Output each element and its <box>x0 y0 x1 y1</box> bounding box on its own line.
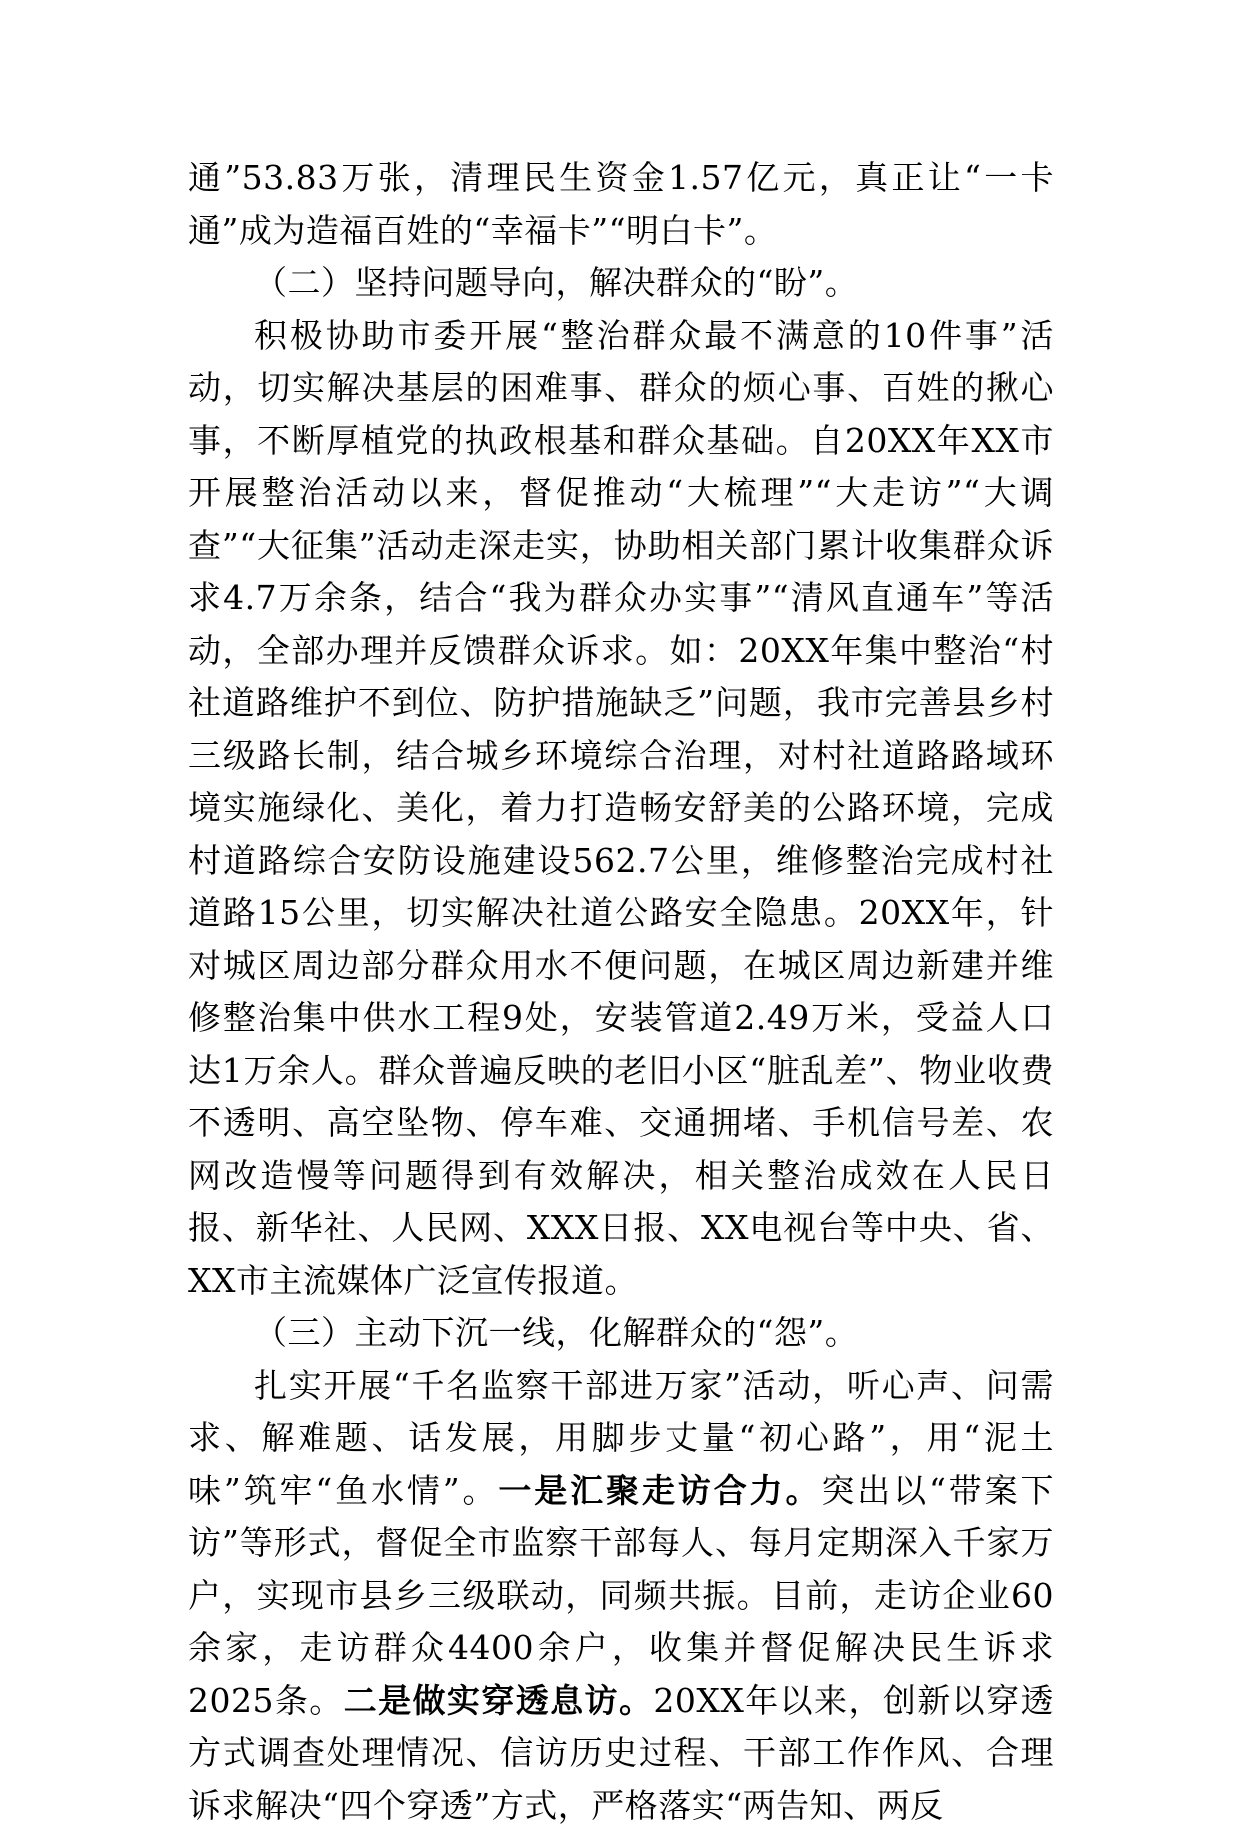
paragraph-text: 20XX年以来，创新以穿透方式调查处理情况、信访历史过程、干部工作作风、合理诉求解决“四个穿透”方式，严格落实“两告知、两反 <box>188 1681 1054 1825</box>
heading-text: （三）主动下沉一线，化解群众的“怨”。 <box>254 1313 858 1352</box>
section-heading-2 <box>188 257 1054 310</box>
paragraph-text: 突出以“带案下访”等形式，督促全市监察干部每人、每月定期深入千家万户，实现市县乡三级联动，同频共振。目前，走访企业60余家，走访群众4400余户，收集并督促解决民生诉求2025条。 <box>188 1471 1054 1720</box>
paragraph-body-1 <box>188 310 1054 1308</box>
bold-point-1: 一是汇聚走访合力。 <box>498 1471 821 1510</box>
bold-point-2: 二是做实穿透息访。 <box>344 1681 654 1720</box>
section-heading-3 <box>188 1307 1054 1360</box>
document-page <box>188 152 1054 1832</box>
paragraph-body-2 <box>188 1360 1054 1832</box>
paragraph-text: 积极协助市委开展“整治群众最不满意的10件事”活动，切实解决基层的困难事、群众的烦心事、百姓的揪心事，不断厚植党的执政根基和群众基础。自20XX年XX市开展整治活动以来，督促推动“大梳理”“大走访”“大调查”“大征集”活动走深走实，协助相关部门累计收集群众诉求4.7万余条，结合“我为群众办实事”“清风直通车”等活动，全部办理并反馈群众诉求。如：20XX年集中整治“村社道路维护不到位、防护措施缺乏”问题，我市完善县乡村三级路长制，结合城乡环境综合治理，对村社道路路域环境实施绿化、美化，着力打造畅安舒美的公路环境，完成村道路综合安防设施建设562.7公里，维修整治完成村社道路15公里，切实解决社道公路安全隐患。20XX年，针对城区周边部分群众用水不便问题，在城区周边新建并维修整治集中供水工程9处，安装管道2.49万米，受益人口达1万余人。群众普遍反映的老旧小区“脏乱差”、物业收费不透明、高空坠物、停车难、交通拥堵、手机信号差、农网改造慢等问题得到有效解决，相关整治成效在人民日报、新华社、人民网、XXX日报、XX电视台等中央、省、XX市主流媒体广泛宣传报道。 <box>188 316 1054 1300</box>
paragraph-text: 通”53.83万张，清理民生资金1.57亿元，真正让“一卡通”成为造福百姓的“幸福卡”“明白卡”。 <box>188 158 1054 250</box>
paragraph-continuation <box>188 152 1054 257</box>
paragraph-text: 扎实开展“千名监察干部进万家”活动，听心声、问需求、解难题、话发展，用脚步丈量“初心路”，用“泥土味”筑牢“鱼水情”。 <box>188 1366 1054 1510</box>
heading-text: （二）坚持问题导向，解决群众的“盼”。 <box>254 263 858 302</box>
